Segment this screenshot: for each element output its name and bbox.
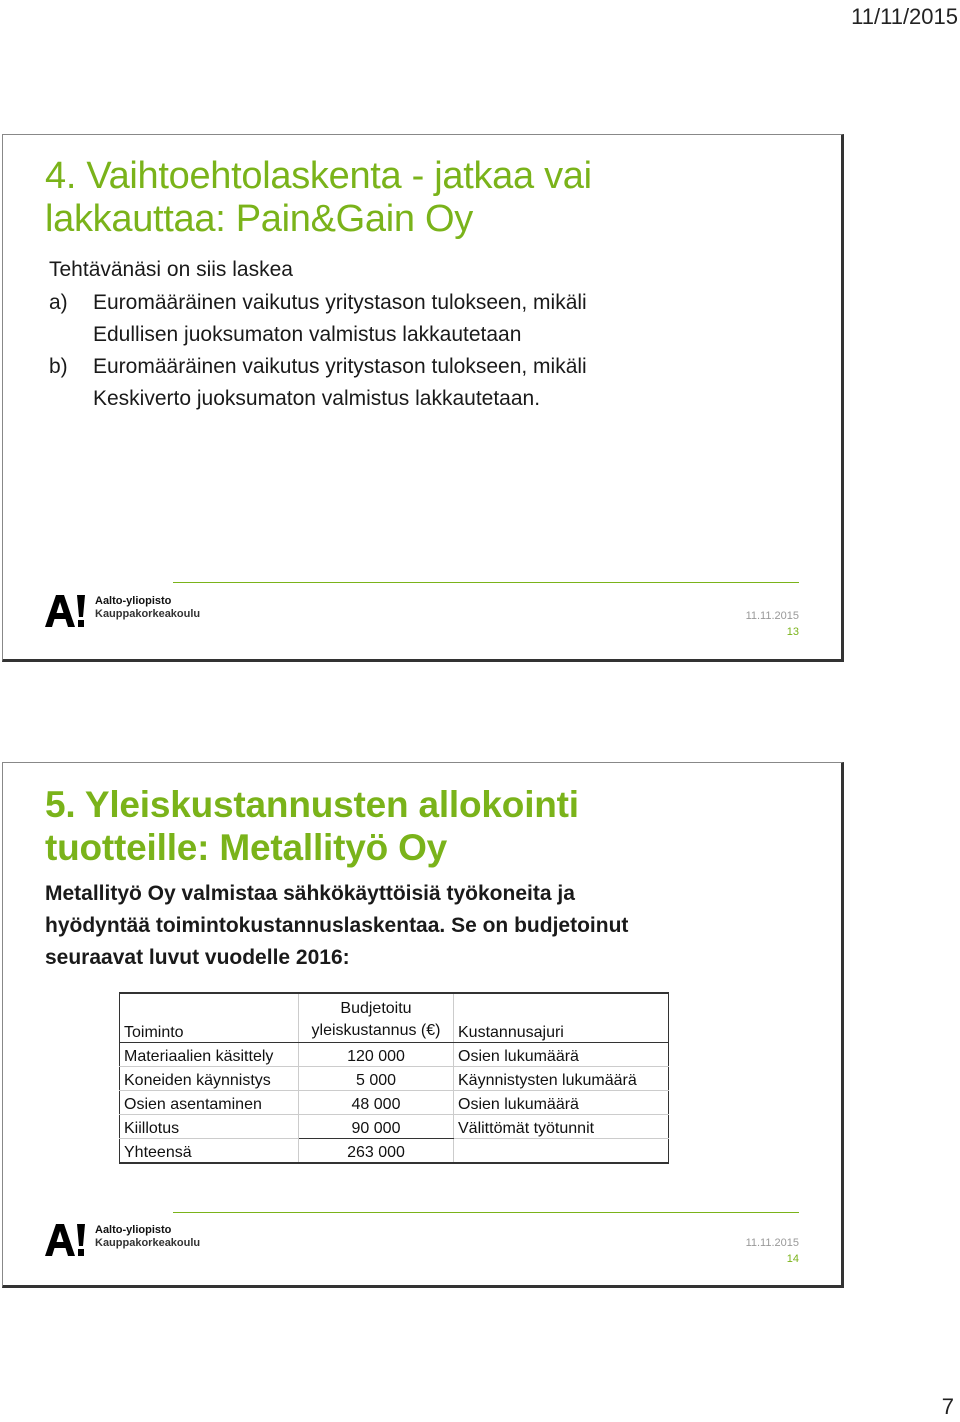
- task-list: [49, 287, 587, 415]
- page-number: 7: [941, 1394, 954, 1419]
- cell-driver: Osien lukumäärä: [454, 1043, 669, 1067]
- footer-divider: [173, 1212, 799, 1213]
- title-line: lakkauttaa: Pain&Gain Oy: [45, 198, 473, 240]
- table-row: [120, 1067, 669, 1091]
- list-item-line: Euromääräinen vaikutus yritystason tulokseen, mikäli: [93, 291, 587, 314]
- list-item-line: Edullisen juoksumaton valmistus lakkautetaan: [93, 323, 522, 346]
- list-item: [49, 351, 587, 415]
- logo-text-line1: Aalto-yliopisto: [95, 595, 172, 607]
- cell-budget: 90 000: [299, 1115, 454, 1139]
- title-line: 5. Yleiskustannusten allokointi: [45, 784, 579, 825]
- header-budget-line1: Budjetoitu: [340, 1000, 412, 1017]
- list-marker: b): [49, 355, 68, 378]
- cell-activity: Osien asentaminen: [120, 1091, 299, 1115]
- logo-text-line1: Aalto-yliopisto: [95, 1224, 172, 1236]
- slide-number: 14: [786, 1253, 799, 1265]
- slide-13: [2, 134, 844, 662]
- logo-text-line2: Kauppakorkeakoulu: [95, 608, 201, 620]
- body-text-line: Metallityö Oy valmistaa sähkökäyttöisiä työkoneita ja: [45, 882, 575, 905]
- header-activity: Toiminto: [120, 993, 299, 1043]
- list-item-line: Euromääräinen vaikutus yritystason tulokseen, mikäli: [93, 355, 587, 378]
- list-marker: a): [49, 291, 68, 314]
- slide-title: [45, 155, 592, 241]
- aalto-logo-icon: [45, 595, 89, 627]
- body-text-line: seuraavat luvut vuodelle 2016:: [45, 946, 350, 969]
- table-row: [120, 1091, 669, 1115]
- title-line: tuotteille: Metallityö Oy: [45, 827, 448, 868]
- cell-budget: 120 000: [299, 1043, 454, 1067]
- slide-title: [45, 783, 579, 869]
- logo-text-line2: Kauppakorkeakoulu: [95, 1237, 201, 1249]
- table-row: [120, 1115, 669, 1139]
- list-item: [49, 287, 587, 351]
- budget-table: [119, 992, 669, 1164]
- cell-activity: Kiillotus: [120, 1115, 299, 1139]
- body-text-line: hyödyntää toimintokustannuslaskentaa. Se on budjetoinut: [45, 914, 629, 937]
- footer-date: 11.11.2015: [745, 1237, 799, 1249]
- page-date: 11/11/2015: [851, 4, 958, 29]
- slide-number: 13: [786, 626, 799, 638]
- header-budget: [299, 993, 454, 1043]
- aalto-logo-icon: [45, 1224, 89, 1256]
- table-row: [120, 1043, 669, 1067]
- total-budget: 263 000: [299, 1139, 454, 1164]
- cell-driver: Välittömät työtunnit: [454, 1115, 669, 1139]
- total-label: Yhteensä: [120, 1139, 299, 1164]
- intro-text: Tehtävänäsi on siis laskea: [49, 258, 293, 281]
- cell-activity: Koneiden käynnistys: [120, 1067, 299, 1091]
- footer-divider: [173, 582, 799, 583]
- list-item-line: Keskiverto juoksumaton valmistus lakkautetaan.: [93, 387, 541, 410]
- cell-budget: 5 000: [299, 1067, 454, 1091]
- body-text: [45, 878, 628, 974]
- cell-activity: Materiaalien käsittely: [120, 1043, 299, 1067]
- title-line: 4. Vaihtoehtolaskenta - jatkaa vai: [45, 155, 592, 197]
- slide-14: [2, 762, 844, 1288]
- footer-date: 11.11.2015: [745, 610, 799, 622]
- cell-driver: Käynnistysten lukumäärä: [454, 1067, 669, 1091]
- table-total-row: [120, 1139, 669, 1164]
- table-header-row: [120, 993, 669, 1043]
- total-driver: [454, 1139, 669, 1164]
- header-driver: Kustannusajuri: [454, 993, 669, 1043]
- header-budget-line2: yleiskustannus (€): [311, 1022, 441, 1039]
- cell-driver: Osien lukumäärä: [454, 1091, 669, 1115]
- cell-budget: 48 000: [299, 1091, 454, 1115]
